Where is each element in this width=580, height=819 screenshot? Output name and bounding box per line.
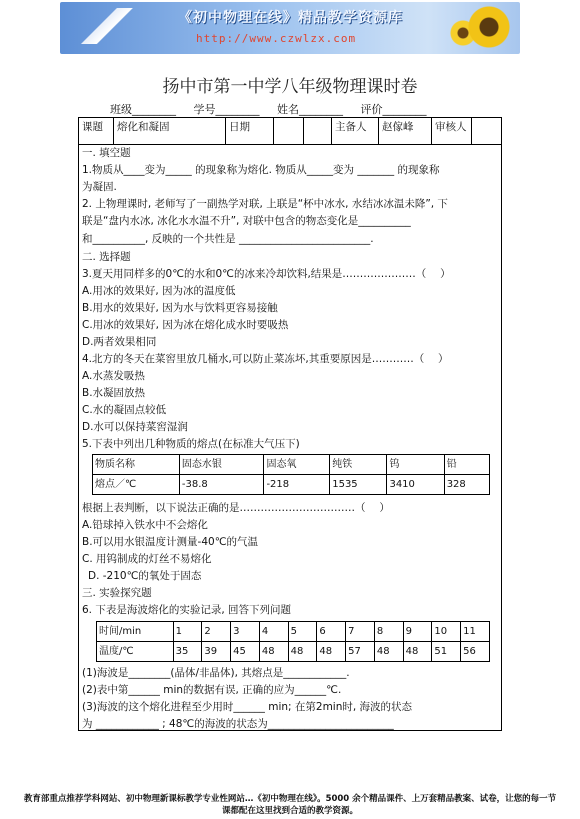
question-3: 3.夏天用同样多的0℃的水和0℃的冰来冷却饮料,结果是…………………（ ） (82, 268, 451, 280)
table-row (93, 475, 490, 495)
table-cell: 3410 (387, 475, 444, 495)
table-cell: 48 (374, 642, 403, 662)
table-cell: 7 (346, 622, 375, 642)
question-4: 4.北方的冬天在菜窖里放几桶水,可以防止菜冻坏,其重要原因是…………（ ） (82, 353, 449, 365)
hypo-melting-table (96, 621, 490, 662)
table-header-cell: 纯铁 (330, 455, 387, 475)
question-3-option-a: A.用冰的效果好, 因为冰的温度低 (82, 285, 236, 297)
question-6-part-1: (1)海波是________(晶体/非晶体), 其熔点是____________. (82, 667, 350, 679)
question-5: 5.下表中列出几种物质的熔点(在标准大气压下) (82, 438, 300, 450)
question-5-option-c: C. 用钨制成的灯丝不易熔化 (82, 553, 212, 565)
reviewer-label: 审核人 (432, 118, 472, 144)
question-4-option-c: C.水的凝固点较低 (82, 404, 167, 416)
table-cell: 1 (173, 622, 202, 642)
question-5-option-a: A.铅球掉入铁水中不会熔化 (82, 519, 208, 531)
table-cell: -218 (264, 475, 330, 495)
table-cell: 48 (317, 642, 346, 662)
name-field: 姓名________ (277, 103, 343, 116)
table-header-cell: 固态水银 (179, 455, 264, 475)
table-cell: 45 (231, 642, 260, 662)
table-header-cell: 铅 (444, 455, 489, 475)
table-cell: 328 (444, 475, 489, 495)
section-fill-blank: 一. 填空题 (82, 147, 131, 159)
melting-point-table (92, 454, 490, 495)
question-3-option-d: D.两者效果相同 (82, 336, 157, 348)
sunflower-icon (466, 4, 512, 50)
table-cell: 3 (231, 622, 260, 642)
question-6-part-2: (2)表中第______ min的数据有误, 正确的应为______℃. (82, 684, 342, 696)
table-row (97, 622, 490, 642)
banner-title: 《初中物理在线》精品教学资源库 (178, 10, 403, 26)
topic-value: 熔化和凝固 (114, 118, 226, 144)
question-4-option-a: A.水蒸发吸热 (82, 370, 145, 382)
table-row (93, 455, 490, 475)
table-cell: 9 (403, 622, 432, 642)
section-choice: 二. 选择题 (82, 251, 131, 263)
table-header-cell: 钨 (387, 455, 444, 475)
table-cell: 8 (374, 622, 403, 642)
table-cell: 4 (259, 622, 288, 642)
question-1-line1: 1.物质从____变为_____ 的现象称为熔化. 物质从_____变为 _______ 的现象称 (82, 164, 440, 176)
class-field: 班级________ (110, 103, 176, 116)
question-2-line1: 2. 上物理课时, 老师写了一副热学对联, 上联是“杯中冰水, 水结冰冰温未降”, 下 (82, 198, 448, 210)
date-label: 日期 (226, 118, 274, 144)
number-field: 学号________ (193, 103, 260, 116)
table-cell: 48 (403, 642, 432, 662)
question-6-part-3: (3)海波的这个熔化进程至少用时______ min; 在第2min时, 海波的状态 (82, 701, 413, 713)
table-cell: 39 (202, 642, 231, 662)
table-cell: 熔点／℃ (93, 475, 180, 495)
table-cell: 57 (346, 642, 375, 662)
question-2-line2: 联是“盘内水冰, 冰化水水温不升”, 对联中包含的物态变化是__________ (82, 215, 411, 227)
question-6-part-3-cont: 为 ____________ ; 48℃的海波的状态为________________________ (82, 718, 394, 730)
pen-graphic (74, 8, 144, 44)
question-4-option-d: D.水可以保持菜窖湿润 (82, 421, 188, 433)
question-6: 6. 下表是海波熔化的实验记录, 回答下列问题 (82, 604, 292, 616)
date-value (274, 118, 304, 144)
table-header-cell: 固态氧 (264, 455, 330, 475)
table-cell: 10 (432, 622, 461, 642)
table-header-cell: 物质名称 (93, 455, 180, 475)
worksheet-box (78, 117, 502, 731)
footer-text: 教育部重点推荐学科网站、初中物理新课标教学专业性网站…《初中物理在线》。5000 余个精品课件、上万套精品教案、试卷，让您的每一节课都配在这里找到合适的教学资源。 (23, 794, 557, 816)
table-row (97, 642, 490, 662)
banner-url[interactable]: http://www.czwlzx.com (196, 32, 357, 45)
question-5-stem: 根据上表判断，以下说法正确的是……………………………（ ） (82, 502, 390, 514)
table-header-cell: 时间/min (97, 622, 174, 642)
date-value-2 (304, 118, 332, 144)
header-row (79, 118, 501, 145)
table-cell: 48 (288, 642, 317, 662)
table-cell: 11 (461, 622, 490, 642)
table-cell: 6 (317, 622, 346, 642)
question-5-option-d: D. -210℃的氧处于固态 (88, 570, 202, 582)
table-cell: 35 (173, 642, 202, 662)
preparer-label: 主备人 (332, 118, 379, 144)
table-cell: 48 (259, 642, 288, 662)
question-3-option-b: B.用水的效果好, 因为水与饮料更容易接触 (82, 302, 278, 314)
question-1-line2: 为凝固. (82, 181, 117, 193)
table-cell: 2 (202, 622, 231, 642)
page-title: 扬中市第一中学八年级物理课时卷 (162, 77, 418, 97)
table-cell: 5 (288, 622, 317, 642)
question-4-option-b: B.水凝固放热 (82, 387, 146, 399)
score-field: 评价________ (360, 103, 427, 116)
table-cell: -38.8 (179, 475, 264, 495)
question-5-option-b: B.可以用水银温度计测量-40℃的气温 (82, 536, 258, 548)
table-header-cell: 温度/℃ (97, 642, 174, 662)
table-cell: 1535 (330, 475, 387, 495)
question-3-option-c: C.用冰的效果好, 因为冰在熔化成水时要吸热 (82, 319, 289, 331)
table-cell: 51 (432, 642, 461, 662)
site-banner (60, 2, 520, 54)
question-2-line3: 和__________, 反映的一个共性是 _________________________. (82, 233, 374, 245)
table-cell: 56 (461, 642, 490, 662)
student-info-line (110, 101, 441, 117)
preparer-value: 赵傢峰 (379, 118, 432, 144)
section-experiment: 三. 实验探究题 (82, 587, 152, 599)
topic-label: 课题 (79, 118, 114, 144)
